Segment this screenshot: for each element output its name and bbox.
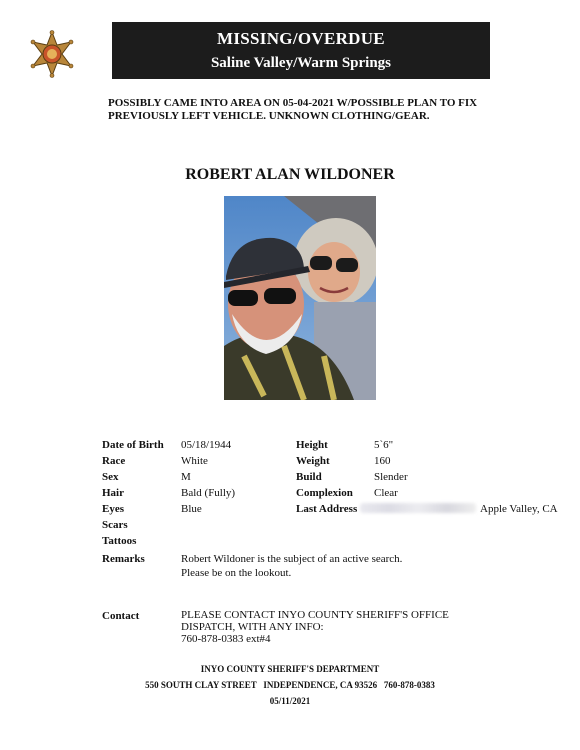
address-label: Last Address bbox=[296, 503, 358, 515]
notice-line-1: POSSIBLY CAME INTO AREA ON 05-04-2021 W/POSSIBLE PLAN TO FIX bbox=[108, 97, 478, 109]
complexion-value: Clear bbox=[374, 487, 398, 499]
sex-value: M bbox=[181, 471, 191, 483]
weight-value: 160 bbox=[374, 455, 391, 467]
banner-title: MISSING/OVERDUE bbox=[217, 29, 385, 48]
remarks-line-2: Please be on the lookout. bbox=[181, 567, 292, 579]
sheriff-star-badge-icon bbox=[28, 30, 76, 78]
build-value: Slender bbox=[374, 471, 408, 483]
dob-value: 05/18/1944 bbox=[181, 439, 232, 451]
footer-address: 550 SOUTH CLAY STREET INDEPENDENCE, CA 93526 760-878-0383 bbox=[145, 680, 435, 690]
subject-photo bbox=[224, 196, 376, 400]
contact-text bbox=[181, 609, 501, 645]
complexion-label: Complexion bbox=[296, 487, 353, 499]
height-value: 5`6" bbox=[374, 439, 394, 451]
sex-label: Sex bbox=[102, 471, 119, 483]
hair-value: Bald (Fully) bbox=[181, 487, 236, 499]
contact-label: Contact bbox=[102, 610, 140, 622]
hair-label: Hair bbox=[102, 487, 124, 499]
situation-notice bbox=[108, 97, 508, 123]
height-label: Height bbox=[296, 439, 328, 451]
eyes-value: Blue bbox=[181, 503, 202, 515]
redacted-address bbox=[360, 503, 476, 513]
race-label: Race bbox=[102, 455, 126, 467]
scars-label: Scars bbox=[102, 519, 128, 531]
address-city: Apple Valley, CA bbox=[480, 503, 558, 515]
subject-name: ROBERT ALAN WILDONER bbox=[185, 166, 395, 183]
footer-date: 05/11/2021 bbox=[269, 696, 311, 706]
contact-line-2: DISPATCH, WITH ANY INFO: bbox=[181, 621, 324, 633]
remarks-text bbox=[181, 552, 481, 580]
weight-label: Weight bbox=[296, 455, 330, 467]
banner-subtitle: Saline Valley/Warm Springs bbox=[210, 55, 392, 71]
build-label: Build bbox=[296, 471, 322, 483]
tattoos-label: Tattoos bbox=[102, 535, 137, 547]
remarks-line-1: Robert Wildoner is the subject of an active search. bbox=[181, 553, 403, 565]
dob-label: Date of Birth bbox=[102, 439, 164, 451]
remarks-label: Remarks bbox=[102, 553, 145, 565]
race-value: White bbox=[181, 455, 208, 467]
header-banner bbox=[112, 22, 490, 79]
footer-department: INYO COUNTY SHERIFF'S DEPARTMENT bbox=[200, 664, 380, 674]
notice-line-2: PREVIOUSLY LEFT VEHICLE. UNKNOWN CLOTHING/GEAR. bbox=[108, 110, 430, 122]
contact-line-1: PLEASE CONTACT INYO COUNTY SHERIFF'S OFFICE bbox=[181, 609, 449, 621]
eyes-label: Eyes bbox=[102, 503, 124, 515]
contact-phone: 760-878-0383 ext#4 bbox=[181, 633, 271, 645]
